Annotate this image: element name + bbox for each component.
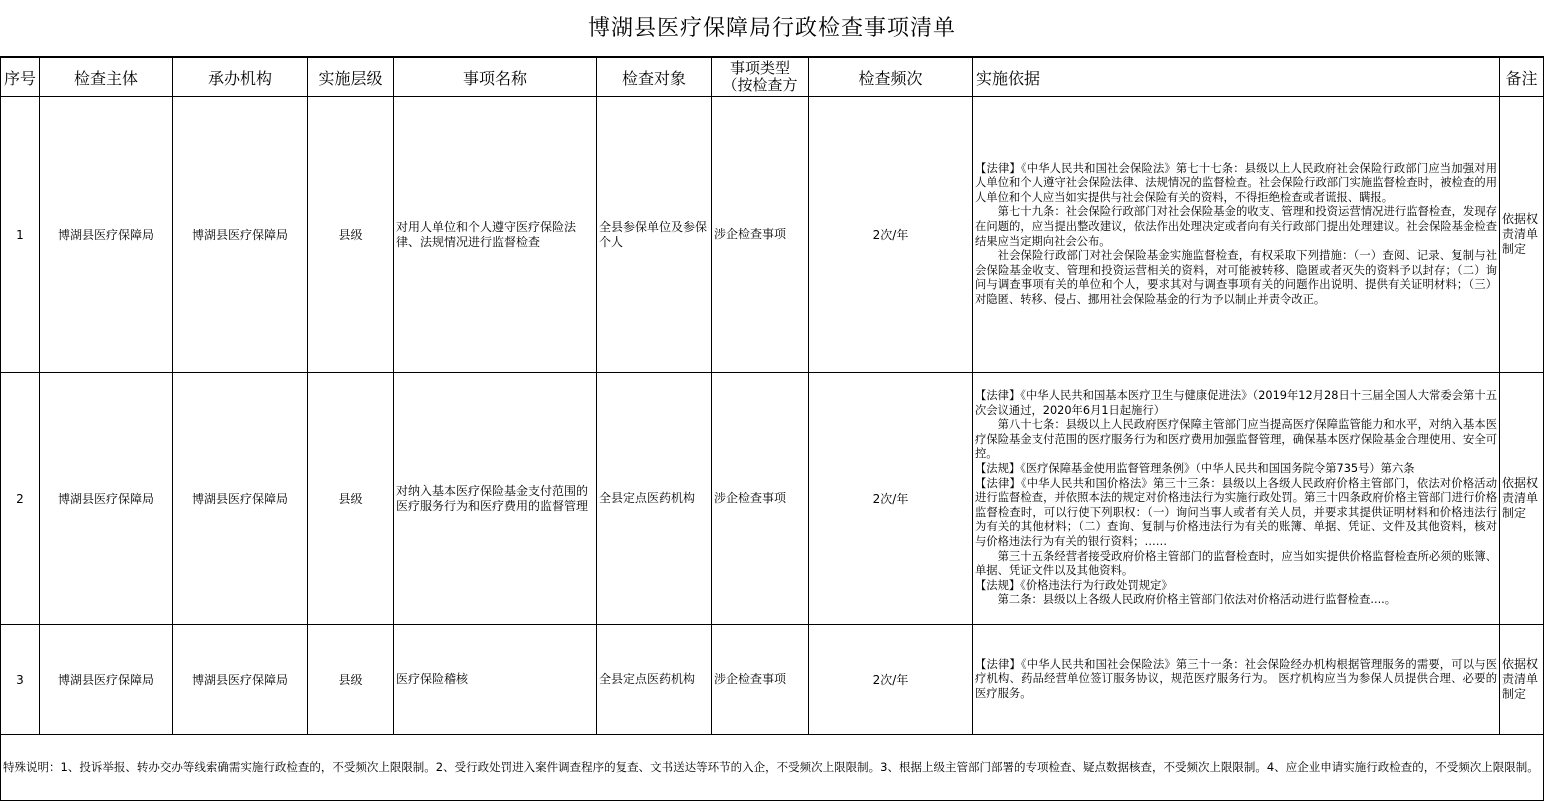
cell-type[interactable]: 涉企检查事项 [712,373,809,625]
cell-target[interactable]: 全县参保单位及参保个人 [597,97,712,373]
cell-remark[interactable]: 依据权责清单制定 [1500,373,1544,625]
cell-basis[interactable] [973,97,1500,373]
basis-paragraph: 【法律】《中华人民共和国社会保险法》第七十七条：县级以上人民政府社会保险行政部门应当加强对用人单位和个人遵守社会保险法律、法规情况的监督检查。社会保险行政部门实施监督检查时，被检查的用人单位和个人应当如实提供与社会保险有关的资料，不得拒绝检查或者谎报、瞒报。 [975,161,1497,204]
header-level[interactable]: 实施层级 [308,58,394,97]
cell-org[interactable]: 博湖县医疗保障局 [173,625,308,735]
cell-type[interactable]: 涉企检查事项 [712,97,809,373]
header-type[interactable]: 事项类型 （按检查方 [712,58,809,97]
cell-org[interactable]: 博湖县医疗保障局 [173,373,308,625]
cell-name[interactable]: 对用人单位和个人遵守医疗保险法律、法规情况进行监督检查 [394,97,597,373]
note-row [1,735,1544,801]
basis-paragraph: 第三十五条经营者接受政府价格主管部门的监督检查时，应当如实提供价格监督检查所必须的账簿、单据、凭证文件以及其他资料。 [975,549,1497,578]
basis-paragraph: 第二条：县级以上各级人民政府价格主管部门依法对价格活动进行监督检查....。 [997,593,1397,607]
cell-target[interactable]: 全县定点医药机构 [597,625,712,735]
cell-remark[interactable]: 依据权责清单制定 [1500,97,1544,373]
special-note[interactable]: 特殊说明：1、投诉举报、转办交办等线索确需实施行政检查的，不受频次上限限制。2、受行政处罚进入案件调查程序的复查、文书送达等环节的入企，不受频次上限限制。3、根据上级主管部门部署的专项检查、疑点数据核查，不受频次上限限制。4、应企业申请实施行政检查的，不受频次上限限制。 [1,735,1544,801]
cell-subject[interactable]: 博湖县医疗保障局 [40,373,173,625]
table-row [1,97,1544,373]
cell-subject[interactable]: 博湖县医疗保障局 [40,625,173,735]
cell-basis[interactable] [973,373,1500,625]
header-name[interactable]: 事项名称 [394,58,597,97]
page-title: 博湖县医疗保障局行政检查事项清单 [0,0,1544,57]
basis-paragraph: 第八十七条：县级以上人民政府医疗保障主管部门应当提高医疗保障监管能力和水平，对纳入基本医疗保险基金支付范围的医疗服务行为和医疗费用加强监督管理，确保基本医疗保险基金合理使用、安全可控。 [975,418,1497,461]
cell-org[interactable]: 博湖县医疗保障局 [173,97,308,373]
header-freq[interactable]: 检查频次 [809,58,973,97]
cell-type[interactable]: 涉企检查事项 [712,625,809,735]
cell-level[interactable]: 县级 [308,625,394,735]
header-basis[interactable]: 实施依据 [973,58,1500,97]
header-org[interactable]: 承办机构 [173,58,308,97]
basis-paragraph: 社会保险行政部门对社会保险基金实施监督检查，有权采取下列措施：（一）查阅、记录、复制与社会保险基金收支、管理和投资运营相关的资料，对可能被转移、隐匿或者灭失的资料予以封存；（二）询问与调查事项有关的单位和个人，要求其对与调查事项有关的问题作出说明、提供有关证明材料；（三）对隐匿、转移、侵占、挪用社会保险基金的行为予以制止并责令改正。 [975,249,1497,306]
basis-paragraph: 【法律】《中华人民共和国基本医疗卫生与健康促进法》（2019年12月28日十三届全国人大常委会第十五次会议通过，2020年6月1日起施行） [975,389,1497,417]
table-row [1,625,1544,735]
cell-basis[interactable] [973,625,1500,735]
basis-paragraph: 【法律】《中华人民共和国社会保险法》第三十一条：社会保险经办机构根据管理服务的需要，可以与医疗机构、药品经营单位签订服务协议，规范医疗服务行为。 医疗机构应当为参保人员提供合理、必要的医疗服务。 [975,657,1497,700]
cell-no[interactable]: 2 [1,373,40,625]
basis-paragraph: 【法规】《医疗保障基金使用监督管理条例》（中华人民共和国国务院令第735号）第六条 [975,462,1415,476]
cell-level[interactable]: 县级 [308,373,394,625]
cell-no[interactable]: 1 [1,97,40,373]
basis-paragraph: 【法规】《价格违法行为行政处罚规定》 [975,578,1173,592]
inspection-table [0,57,1544,801]
table-row [1,373,1544,625]
cell-name[interactable]: 对纳入基本医疗保险基金支付范围的医疗服务行为和医疗费用的监督管理 [394,373,597,625]
cell-freq[interactable]: 2次/年 [809,625,973,735]
basis-paragraph: 【法律】《中华人民共和国价格法》第三十三条：县级以上各级人民政府价格主管部门，依法对价格活动进行监督检查，并依照本法的规定对价格违法行为实施行政处罚。第三十四条政府价格主管部门进行价格监督检查时，可以行使下列职权：（一）询问当事人或者有关人员，并要求其提供证明材料和价格违法行为有关的其他材料；（二）查询、复制与价格违法行为有关的账簿、单据、凭证、文件及其他资料，核对与价格违法行为有关的银行资料；…… [975,476,1497,548]
cell-subject[interactable]: 博湖县医疗保障局 [40,97,173,373]
header-remark[interactable]: 备注 [1500,58,1544,97]
basis-paragraph: 第七十九条：社会保险行政部门对社会保险基金的收支、管理和投资运营情况进行监督检查，发现存在问题的，应当提出整改建议，依法作出处理决定或者向有关行政部门提出处理建议。社会保险基金检查结果应当定期向社会公布。 [975,205,1497,248]
header-subject[interactable]: 检查主体 [40,58,173,97]
cell-level[interactable]: 县级 [308,97,394,373]
cell-no[interactable]: 3 [1,625,40,735]
cell-freq[interactable]: 2次/年 [809,97,973,373]
cell-target[interactable]: 全县定点医药机构 [597,373,712,625]
cell-remark[interactable]: 依据权责清单制定 [1500,625,1544,735]
header-no[interactable]: 序号 [1,58,40,97]
cell-freq[interactable]: 2次/年 [809,373,973,625]
header-target[interactable]: 检查对象 [597,58,712,97]
header-row [1,58,1544,97]
cell-name[interactable]: 医疗保险稽核 [394,625,597,735]
